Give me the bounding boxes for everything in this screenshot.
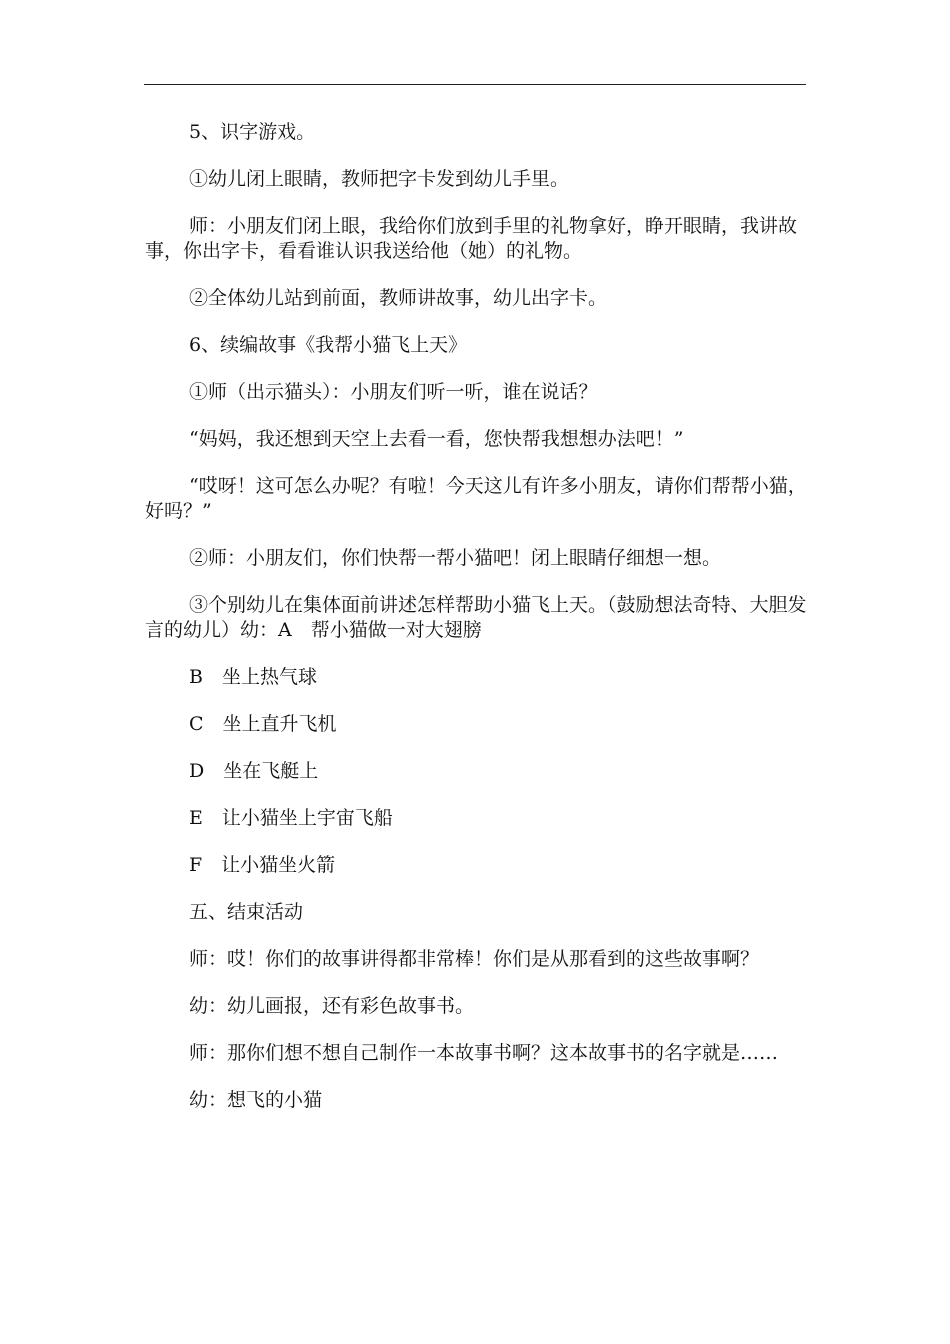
- paragraph: ①幼儿闭上眼睛，教师把字卡发到幼儿手里。: [189, 168, 570, 190]
- list-item: D 坐在飞艇上: [189, 760, 319, 782]
- paragraph: “哎呀！这可怎么办呢？有啦！今天这儿有许多小朋友，请你们帮帮小猫，好吗？”: [145, 475, 807, 522]
- section-heading: 五、结束活动: [189, 901, 304, 923]
- paragraph: 师：那你们想不想自己制作一本故事书啊？这本故事书的名字就是……: [189, 1042, 779, 1064]
- paragraph: ①师（出示猫头）：小朋友们听一听，谁在说话？: [189, 381, 598, 403]
- paragraph: ②师：小朋友们，你们快帮一帮小猫吧！闭上眼睛仔细想一想。: [189, 547, 722, 569]
- paragraph: 师：哎！你们的故事讲得都非常棒！你们是从那看到的这些故事啊？: [189, 948, 760, 970]
- paragraph: ②全体幼儿站到前面，教师讲故事，幼儿出字卡。: [189, 287, 608, 309]
- paragraph: ③个别幼儿在集体面前讲述怎样帮助小猫飞上天。（鼓励想法奇特、大胆发言的幼儿）幼：A 帮小猫做一对大翅膀: [145, 594, 807, 641]
- list-item: C 坐上直升飞机: [189, 713, 337, 735]
- paragraph: 幼：幼儿画报，还有彩色故事书。: [189, 995, 475, 1017]
- list-item: F 让小猫坐火箭: [189, 854, 336, 876]
- list-item: E 让小猫坐上宇宙飞船: [189, 807, 393, 829]
- paragraph: 师：小朋友们闭上眼，我给你们放到手里的礼物拿好，睁开眼睛，我讲故事，你出字卡，看看谁认识我送给他（她）的礼物。: [145, 215, 798, 262]
- list-item: B 坐上热气球: [189, 666, 317, 688]
- paragraph: “妈妈，我还想到天空上去看一看，您快帮我想想办法吧！”: [189, 428, 684, 450]
- paragraph: 5、识字游戏。: [189, 121, 316, 143]
- header-rule: [144, 84, 806, 85]
- document-body: [145, 120, 807, 1135]
- paragraph: 6、续编故事《我帮小猫飞上天》: [189, 334, 468, 356]
- paragraph: 幼：想飞的小猫: [189, 1089, 323, 1111]
